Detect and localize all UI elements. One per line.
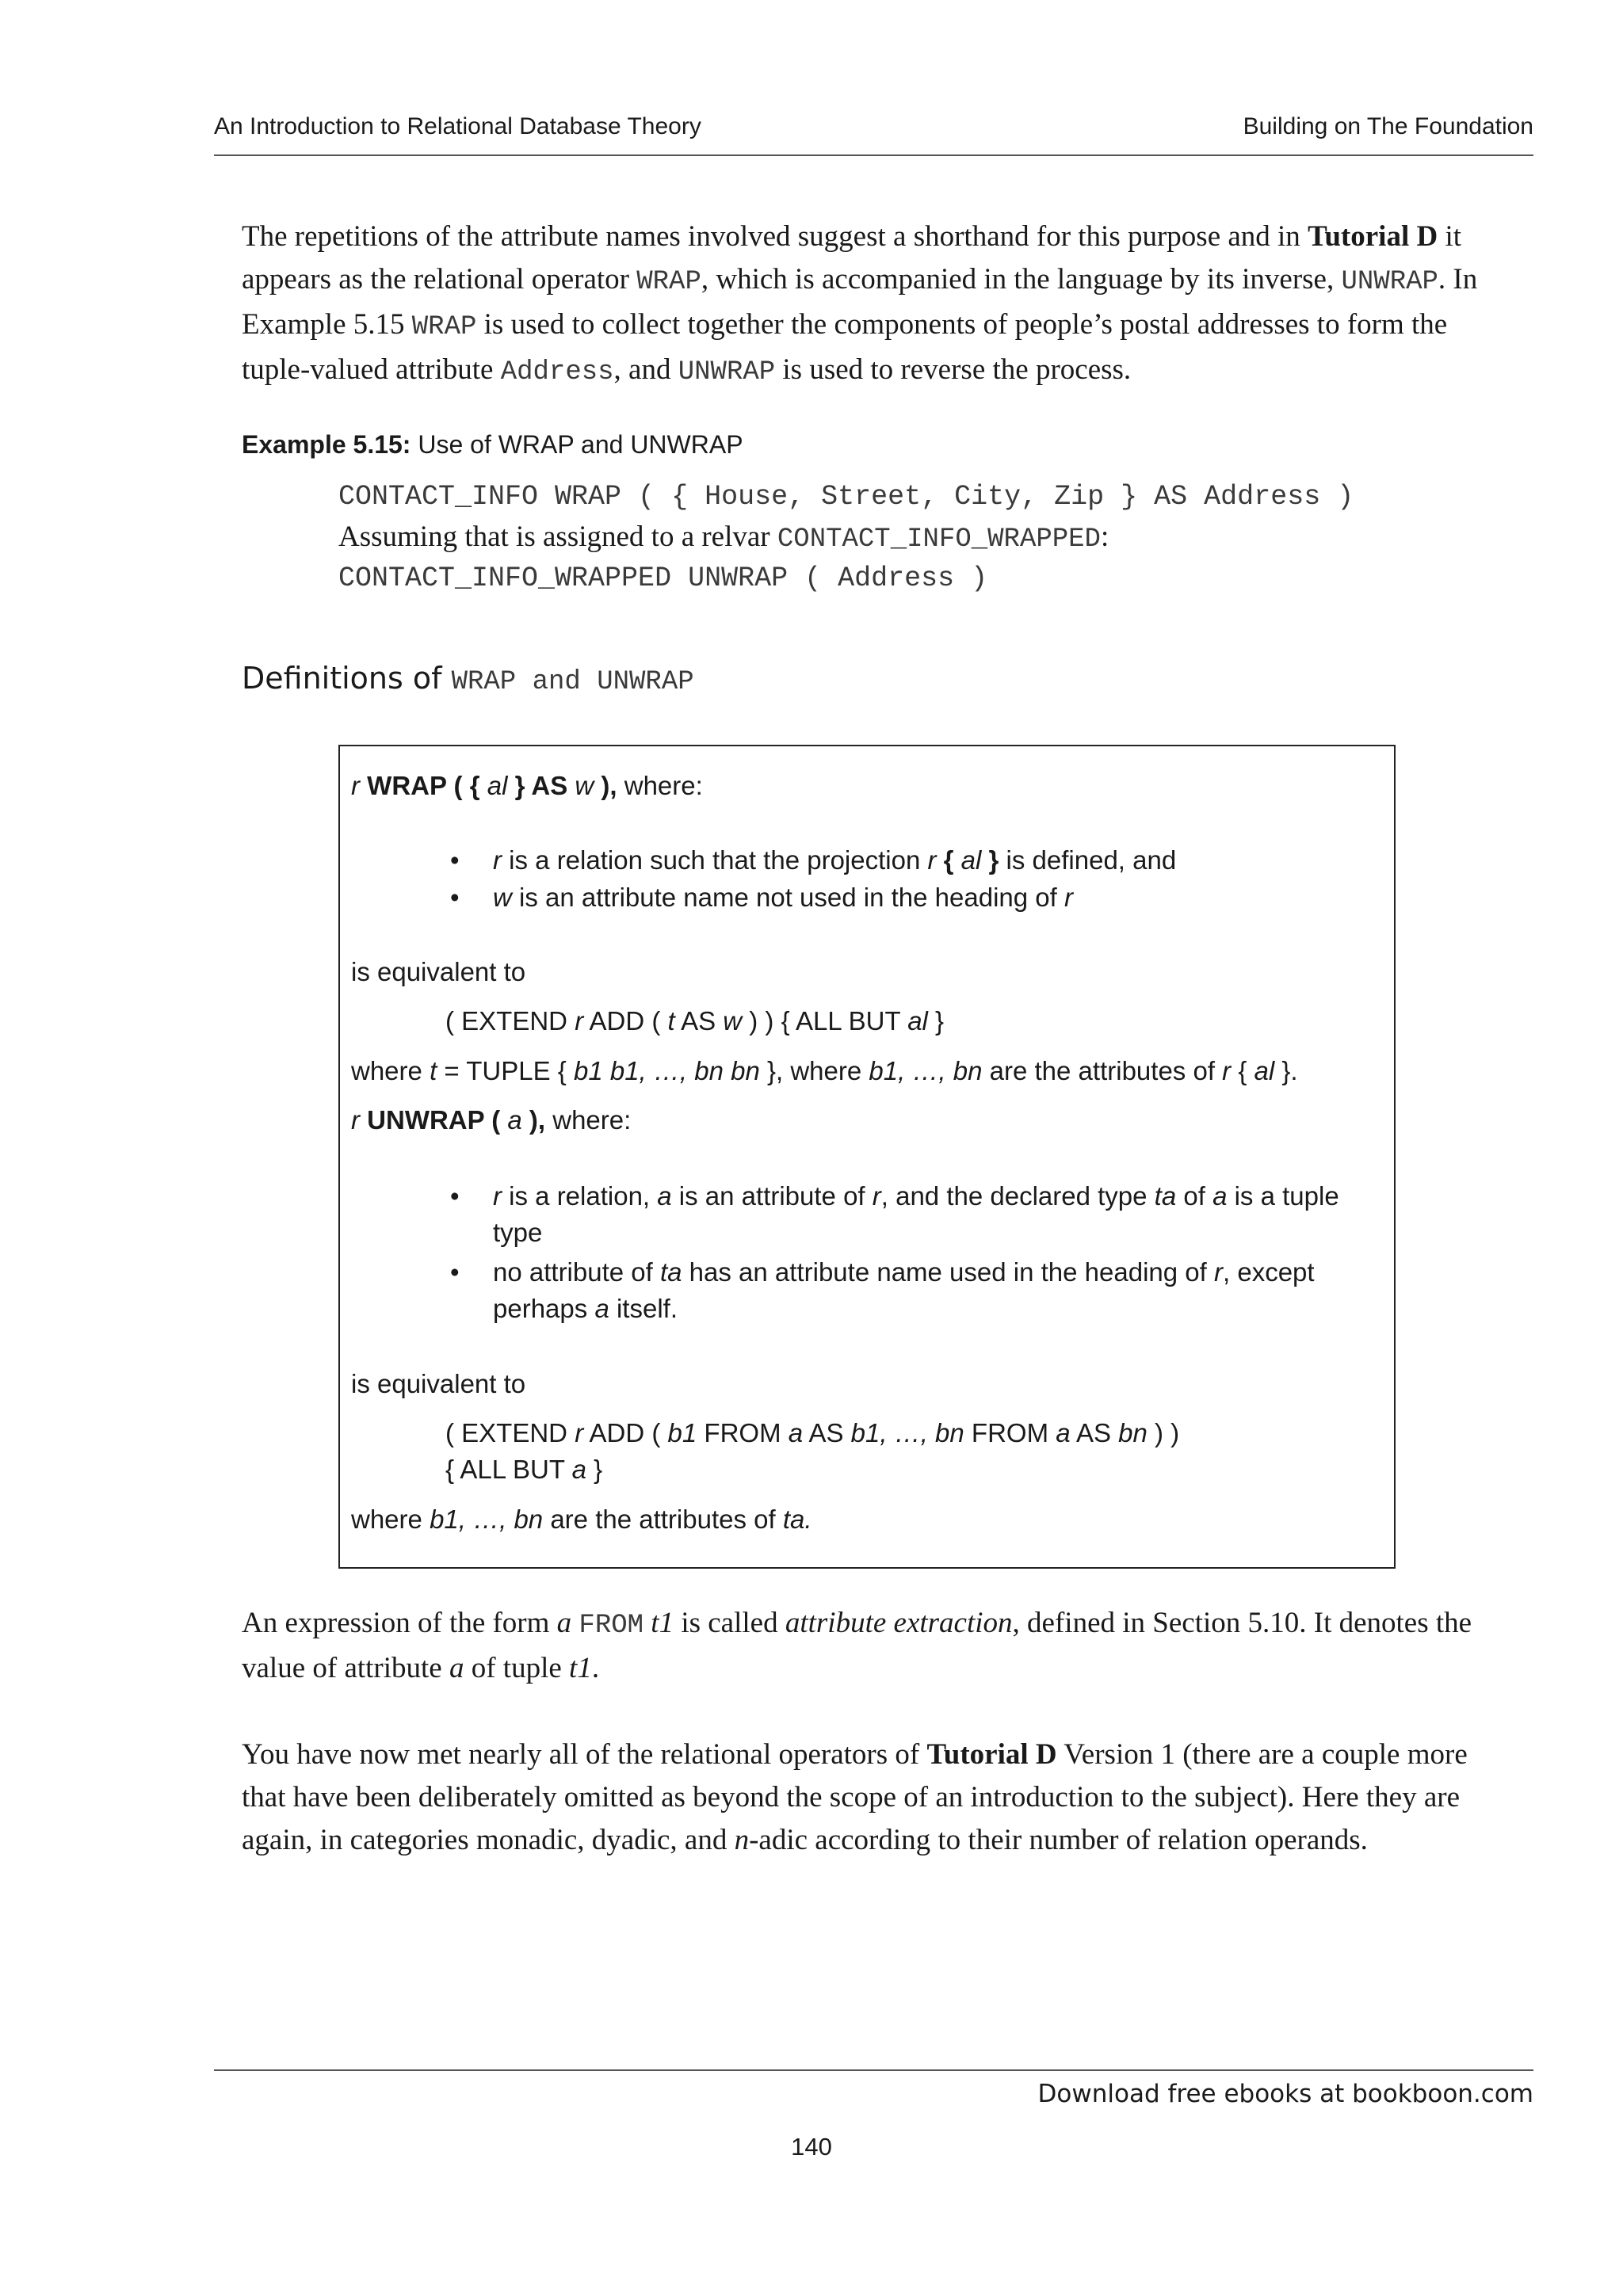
var-list: b1, …, bn — [430, 1505, 544, 1534]
text: is an attribute name not used in the heading of — [511, 883, 1064, 912]
var-ta: ta — [659, 1257, 682, 1287]
unwrap-signature — [351, 1104, 631, 1136]
text: , and — [613, 353, 678, 386]
var-bn: bn — [1118, 1418, 1148, 1447]
var-a: a — [449, 1652, 464, 1684]
var-t: t — [667, 1006, 675, 1035]
example-code-wrap: CONTACT_INFO WRAP ( { House, Street, City, Zip } AS Address ) — [338, 481, 1354, 513]
text: tuple-valued attribute — [242, 353, 501, 386]
text: ADD ( — [583, 1418, 668, 1447]
code-unwrap: UNWRAP — [1341, 267, 1438, 297]
text: ( EXTEND — [445, 1006, 575, 1035]
var-a: a — [556, 1607, 572, 1639]
intro-line-4 — [242, 349, 1494, 394]
unwrap-expression-line-2 — [445, 1454, 1179, 1486]
var-a: a — [1212, 1181, 1228, 1211]
definitions-heading — [242, 661, 694, 697]
var-r: r — [927, 845, 937, 875]
bullet-icon: • — [450, 1257, 460, 1287]
para3-line-1 — [242, 1733, 1494, 1776]
term-attribute-extraction: attribute extraction — [785, 1607, 1013, 1639]
wrap-signature — [351, 770, 703, 802]
text: : — [1100, 521, 1109, 553]
var-r: r — [1222, 1056, 1232, 1085]
code-relvar: CONTACT_INFO_WRAPPED — [777, 524, 1101, 555]
example-number: Example 5.15: — [242, 430, 411, 459]
text: itself. — [609, 1294, 678, 1323]
text — [643, 1607, 651, 1639]
text: , defined in Section 5.10. It denotes the — [1012, 1607, 1472, 1639]
operators-summary-paragraph — [242, 1733, 1494, 1862]
var-a: a — [657, 1181, 672, 1211]
wrap-equiv-label: is equivalent to — [351, 957, 526, 986]
var-ta: ta. — [782, 1505, 812, 1534]
var-r: r — [1214, 1257, 1223, 1287]
var-r: r — [493, 1181, 502, 1211]
var-al: al — [907, 1006, 928, 1035]
attribute-extraction-paragraph — [242, 1602, 1494, 1690]
text: ) ) — [1147, 1418, 1180, 1447]
intro-line-3 — [242, 303, 1494, 349]
text: ( EXTEND — [445, 1418, 575, 1447]
var-r: r — [575, 1006, 584, 1035]
keyword: ), — [521, 1105, 546, 1135]
example-label — [242, 430, 743, 460]
wrap-condition-2 — [493, 882, 1073, 913]
text: . — [591, 1652, 600, 1684]
code-wrap: WRAP — [636, 267, 701, 297]
var-list: b1 b1, …, bn bn — [573, 1056, 760, 1085]
text: is used to collect together the components of people’s postal addresses to form the — [476, 308, 1448, 341]
var-b1: b1 — [667, 1418, 697, 1447]
wrap-condition-1 — [493, 845, 1176, 876]
wrap-equivalent-expression — [445, 1005, 944, 1037]
text: is a relation, — [502, 1181, 658, 1211]
keyword: } AS — [507, 771, 575, 800]
intro-line-2 — [242, 258, 1494, 303]
text: it — [1438, 220, 1462, 253]
code-unwrap: UNWRAP — [678, 357, 776, 387]
text: appears as the relational operator — [242, 263, 637, 296]
var-a: a — [594, 1294, 609, 1323]
text: The repetitions of the attribute names involved suggest a shorthand for this purpose and in — [242, 220, 1308, 253]
var-t1: t1 — [651, 1607, 674, 1639]
wrap-where-clause — [351, 1055, 1298, 1087]
brace: { — [936, 845, 961, 875]
emphasis-tutorial-d: Tutorial D — [1308, 220, 1438, 253]
text: is a relation such that the projection — [502, 845, 928, 875]
text: , except — [1223, 1257, 1315, 1287]
bullet-icon: • — [450, 1181, 460, 1211]
var-ta: ta — [1154, 1181, 1177, 1211]
text: is defined, and — [999, 845, 1177, 875]
text: perhaps — [493, 1294, 595, 1323]
text: is an attribute of — [671, 1181, 873, 1211]
example-code-unwrap: CONTACT_INFO_WRAPPED UNWRAP ( Address ) — [338, 563, 988, 594]
unwrap-equivalent-expression — [445, 1417, 1179, 1486]
code-from: FROM — [579, 1611, 644, 1641]
text: where: — [545, 1105, 632, 1135]
text: no attribute of — [493, 1257, 660, 1287]
var-r: r — [1064, 883, 1073, 912]
page-number: 140 — [791, 2133, 832, 2161]
text: You have now met nearly all of the relational operators of — [242, 1738, 927, 1771]
var-w: w — [575, 771, 594, 800]
text: where: — [617, 771, 703, 800]
var-r: r — [872, 1181, 881, 1211]
text: again, in categories monadic, dyadic, and — [242, 1824, 735, 1856]
brace: } — [981, 845, 999, 875]
para2-line-2 — [242, 1647, 1494, 1690]
unwrap-equiv-label: is equivalent to — [351, 1369, 526, 1398]
text: FROM — [697, 1418, 789, 1447]
text: is a tuple — [1227, 1181, 1339, 1211]
var-al: al — [1254, 1056, 1275, 1085]
text: ADD ( — [583, 1006, 668, 1035]
var-r: r — [493, 845, 502, 875]
text: has an attribute name used in the heading of — [682, 1257, 1214, 1287]
text: of — [1176, 1181, 1213, 1211]
example-assign-line — [338, 520, 1109, 555]
unwrap-condition-1-line-2: type — [493, 1218, 543, 1247]
keyword: WRAP ( { — [360, 771, 487, 800]
text: , which is accompanied in the language by its inverse, — [701, 263, 1342, 296]
text: are the attributes of — [982, 1056, 1223, 1085]
para3-line-3 — [242, 1819, 1494, 1862]
var-w: w — [493, 883, 512, 912]
text: -adic according to their number of relation operands. — [749, 1824, 1368, 1856]
footer-divider — [214, 2069, 1533, 2071]
var-a: a — [1056, 1418, 1071, 1447]
text: }, where — [759, 1056, 869, 1085]
text: { ALL BUT — [445, 1455, 572, 1484]
footer-download-link[interactable]: Download free ebooks at bookboon.com — [1037, 2080, 1533, 2108]
text: where — [351, 1056, 430, 1085]
unwrap-condition-2-line-2 — [493, 1293, 1315, 1325]
var-n: n — [734, 1824, 750, 1856]
text: { — [1231, 1056, 1254, 1085]
text: of tuple — [464, 1652, 570, 1684]
text: FROM — [964, 1418, 1056, 1447]
var-r: r — [351, 1105, 360, 1135]
text: . In — [1438, 263, 1478, 296]
text: Example 5.15 — [242, 308, 412, 341]
var-list: b1, …, bn — [869, 1056, 983, 1085]
var-al: al — [960, 845, 982, 875]
text: Assuming that is assigned to a relvar — [338, 521, 777, 553]
running-header-chapter: Building on The Foundation — [1243, 113, 1533, 139]
bullet-icon: • — [450, 845, 460, 875]
text: Definitions of — [242, 661, 452, 696]
text: , and the declared type — [880, 1181, 1155, 1211]
text: are the attributes of — [543, 1505, 783, 1534]
header-divider — [214, 154, 1533, 156]
text: = TUPLE { — [437, 1056, 574, 1085]
text: AS — [1070, 1418, 1119, 1447]
var-r: r — [351, 771, 360, 800]
running-header-title: An Introduction to Relational Database Theory — [214, 113, 701, 139]
var-list: b1, …, bn — [850, 1418, 964, 1447]
keyword: ), — [594, 771, 617, 800]
text: } — [586, 1455, 603, 1484]
intro-line-1 — [242, 215, 1494, 258]
var-w: w — [723, 1006, 743, 1035]
code-address: Address — [500, 357, 614, 387]
unwrap-expression-line-1 — [445, 1417, 1179, 1449]
text: where — [351, 1505, 430, 1534]
text: AS — [674, 1006, 724, 1035]
intro-paragraph — [242, 215, 1494, 394]
text: is used to reverse the process. — [775, 353, 1132, 386]
keyword: UNWRAP ( — [360, 1105, 508, 1135]
text: }. — [1274, 1056, 1298, 1085]
unwrap-condition-1-line-1 — [493, 1180, 1339, 1212]
text: AS — [803, 1418, 851, 1447]
code-wrap: WRAP — [411, 312, 477, 342]
emphasis-tutorial-d: Tutorial D — [926, 1738, 1057, 1771]
text: ) ) { ALL BUT — [742, 1006, 908, 1035]
var-t: t — [430, 1056, 437, 1085]
code-heading: WRAP and UNWRAP — [451, 667, 694, 697]
var-r: r — [575, 1418, 584, 1447]
example-caption: Use of WRAP and UNWRAP — [411, 430, 743, 459]
var-al: al — [487, 771, 508, 800]
unwrap-condition-1 — [493, 1180, 1339, 1249]
var-a: a — [507, 1105, 522, 1135]
para2-line-1 — [242, 1602, 1494, 1647]
text: } — [927, 1006, 945, 1035]
text: Version 1 (there are a couple more — [1056, 1738, 1468, 1771]
para3-line-2: that have been deliberately omitted as beyond the scope of an introduction to the subject). Here they are — [242, 1781, 1460, 1814]
var-a: a — [571, 1455, 586, 1484]
text: An expression of the form — [242, 1607, 557, 1639]
var-a: a — [788, 1418, 804, 1447]
unwrap-condition-2-line-1 — [493, 1257, 1315, 1288]
unwrap-condition-2 — [493, 1257, 1315, 1325]
unwrap-where-clause — [351, 1504, 812, 1535]
bullet-icon: • — [450, 883, 460, 912]
var-t1: t1 — [569, 1652, 592, 1684]
text: is called — [674, 1607, 785, 1639]
text: value of attribute — [242, 1652, 449, 1684]
